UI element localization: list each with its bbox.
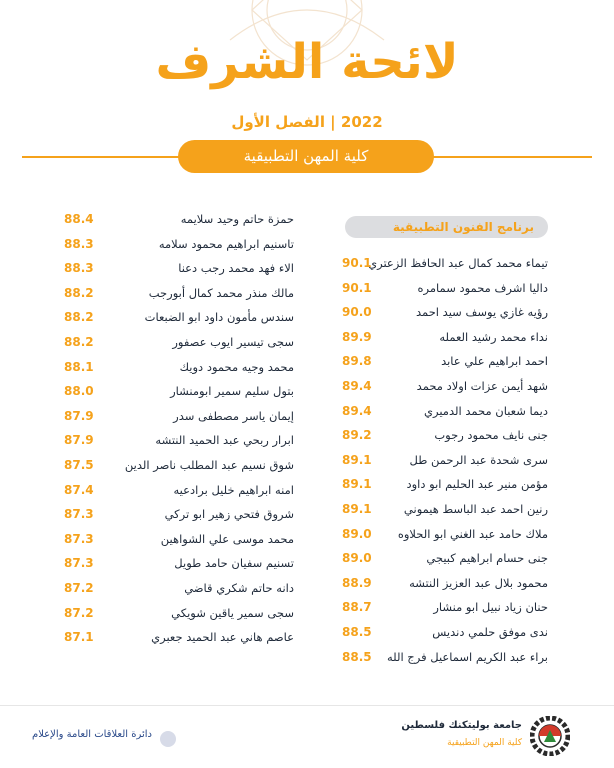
student-name: الاء فهد محمد رجب دعنا bbox=[178, 261, 294, 276]
footer-dot-icon bbox=[160, 731, 176, 747]
honor-row bbox=[342, 400, 548, 422]
honor-row bbox=[342, 596, 548, 618]
student-score: 90.0 bbox=[342, 305, 372, 320]
student-name: سرى شحدة عبد الرحمن طل bbox=[409, 452, 548, 467]
student-score: 87.3 bbox=[64, 531, 94, 546]
student-name: حنان زياد نبيل ابو منشار bbox=[433, 600, 548, 615]
footer-divider bbox=[0, 705, 614, 706]
student-name: جنى نايف محمود رجوب bbox=[434, 428, 548, 443]
student-score: 88.5 bbox=[342, 649, 372, 664]
student-name: شوق نسيم عبد المطلب ناصر الدين bbox=[124, 458, 294, 472]
honor-row bbox=[342, 473, 548, 495]
student-score: 88.2 bbox=[64, 285, 94, 300]
student-name: احمد ابراهيم علي عابد bbox=[441, 354, 548, 369]
semester-subtitle: 2022 | الفصل الأول bbox=[231, 113, 383, 131]
student-score: 90.1 bbox=[342, 256, 372, 270]
student-name: بتول سليم سمير ابومنشار bbox=[170, 384, 294, 399]
program-label: برنامج الفنون التطبيقية bbox=[345, 216, 548, 238]
student-score: 89.2 bbox=[342, 428, 372, 443]
student-name: تسنيم سفيان حامد طويل bbox=[174, 556, 294, 571]
student-score: 88.4 bbox=[64, 212, 94, 226]
student-name: نداء محمد رشيد العمله bbox=[439, 329, 548, 344]
student-name: ملاك حامد عبد الغني ابو الحلاوه bbox=[397, 526, 548, 541]
honor-row bbox=[342, 424, 548, 446]
honor-row bbox=[64, 429, 294, 451]
honor-row bbox=[342, 646, 548, 668]
honor-row bbox=[342, 449, 548, 471]
honor-list-right bbox=[342, 252, 548, 672]
student-name: ديما شعبان محمد الدميري bbox=[423, 403, 548, 418]
honor-row bbox=[342, 252, 548, 274]
honor-row bbox=[342, 547, 548, 569]
department-name: دائرة العلاقات العامة والإعلام bbox=[32, 729, 153, 740]
honor-row bbox=[342, 498, 548, 520]
page-title: لائحة الشرف bbox=[155, 34, 459, 90]
student-score: 88.3 bbox=[64, 261, 94, 276]
honor-row bbox=[64, 331, 294, 353]
student-score: 89.0 bbox=[342, 526, 372, 541]
honor-row bbox=[64, 626, 294, 648]
student-name: محمد وجيه محمود دويك bbox=[179, 359, 294, 374]
student-score: 88.2 bbox=[64, 335, 94, 349]
student-name: شهد أيمن عزات اولاد محمد bbox=[416, 379, 548, 393]
student-name: ابرار ربحي عبد الحميد النتشه bbox=[155, 433, 294, 448]
student-name: إيمان ياسر مصطفى سدر bbox=[173, 408, 294, 423]
honor-row bbox=[64, 257, 294, 279]
honor-row bbox=[64, 405, 294, 427]
student-name: دانه حاتم شكري قاضي bbox=[184, 581, 294, 595]
student-name: سجى تيسير ايوب عصفور bbox=[172, 335, 294, 349]
student-score: 88.7 bbox=[342, 600, 372, 615]
student-score: 89.9 bbox=[342, 329, 372, 344]
student-name: امنه ابراهيم خليل برادعيه bbox=[173, 482, 294, 497]
student-score: 87.9 bbox=[64, 408, 94, 423]
student-name: تيماء محمد كمال عبد الحافظ الزعتري bbox=[368, 256, 548, 270]
university-logo-icon bbox=[530, 716, 570, 756]
honor-row bbox=[342, 277, 548, 299]
honor-row bbox=[64, 552, 294, 574]
divider-left bbox=[22, 156, 182, 158]
honor-row bbox=[342, 572, 548, 594]
student-name: رنين احمد عبد الباسط هيموني bbox=[403, 502, 548, 516]
divider-right bbox=[432, 156, 592, 158]
honor-row bbox=[64, 356, 294, 378]
student-score: 87.1 bbox=[64, 630, 94, 645]
footer-college-name: كلية المهن التطبيقية bbox=[447, 738, 522, 748]
student-name: ندى موفق حلمي دنديس bbox=[432, 625, 548, 639]
student-score: 89.8 bbox=[342, 354, 372, 369]
student-name: محمد موسى علي الشواهين bbox=[160, 531, 294, 546]
honor-row bbox=[64, 208, 294, 230]
student-score: 89.1 bbox=[342, 477, 372, 492]
student-score: 89.1 bbox=[342, 502, 372, 516]
honor-row bbox=[64, 233, 294, 255]
student-name: عاصم هاني عبد الحميد جعبري bbox=[151, 630, 294, 645]
honor-row bbox=[64, 528, 294, 550]
student-score: 89.4 bbox=[342, 379, 372, 393]
student-score: 88.5 bbox=[342, 625, 372, 639]
honor-row bbox=[342, 621, 548, 643]
student-name: مؤمن منير عبد الحليم ابو داود bbox=[406, 477, 548, 492]
student-score: 87.5 bbox=[64, 458, 94, 472]
honor-row bbox=[342, 301, 548, 323]
student-score: 88.9 bbox=[342, 575, 372, 590]
honor-row bbox=[64, 454, 294, 476]
student-name: براء عبد الكريم اسماعيل فرج الله bbox=[386, 649, 548, 664]
student-score: 88.3 bbox=[64, 236, 94, 251]
student-name: سجى سمير ياقين شويكي bbox=[171, 605, 294, 620]
honor-row bbox=[342, 326, 548, 348]
honor-row bbox=[64, 282, 294, 304]
honor-list-left bbox=[64, 208, 294, 658]
student-score: 87.2 bbox=[64, 605, 94, 620]
student-score: 87.3 bbox=[64, 507, 94, 522]
university-name: جامعة بوليتكنك فلسطين bbox=[401, 720, 522, 731]
student-score: 90.1 bbox=[342, 280, 372, 295]
student-score: 89.4 bbox=[342, 403, 372, 418]
honor-row bbox=[64, 380, 294, 402]
student-name: رؤيه غازي يوسف سيد احمد bbox=[416, 305, 548, 320]
student-score: 87.3 bbox=[64, 556, 94, 571]
honor-row bbox=[342, 375, 548, 397]
student-name: داليا اشرف محمود سمامره bbox=[417, 280, 548, 295]
student-score: 89.0 bbox=[342, 551, 372, 566]
student-score: 88.1 bbox=[64, 359, 94, 374]
student-name: تاسنيم ابراهيم محمود سلامه bbox=[158, 236, 294, 251]
student-score: 87.9 bbox=[64, 433, 94, 448]
student-score: 87.4 bbox=[64, 482, 94, 497]
honor-row bbox=[64, 479, 294, 501]
honor-row bbox=[64, 503, 294, 525]
student-score: 87.2 bbox=[64, 581, 94, 595]
honor-row bbox=[64, 306, 294, 328]
honor-row bbox=[342, 523, 548, 545]
honor-row bbox=[342, 350, 548, 372]
student-name: مالك منذر محمد كمال أبورجب bbox=[148, 285, 294, 300]
honor-row bbox=[64, 577, 294, 599]
honor-row bbox=[64, 602, 294, 624]
college-banner: كلية المهن التطبيقية bbox=[178, 140, 434, 173]
student-name: حمزة حاتم وحيد سلايمه bbox=[180, 212, 294, 226]
student-score: 89.1 bbox=[342, 452, 372, 467]
student-name: جنى حسام ابراهيم كبيجي bbox=[426, 551, 548, 566]
student-score: 88.2 bbox=[64, 310, 94, 325]
student-name: شروق فتحي زهير ابو تركي bbox=[164, 507, 294, 522]
student-name: سندس مأمون داود ابو الضبعات bbox=[144, 310, 294, 325]
student-name: محمود بلال عبد العزيز النتشه bbox=[409, 575, 548, 590]
student-score: 88.0 bbox=[64, 384, 94, 399]
